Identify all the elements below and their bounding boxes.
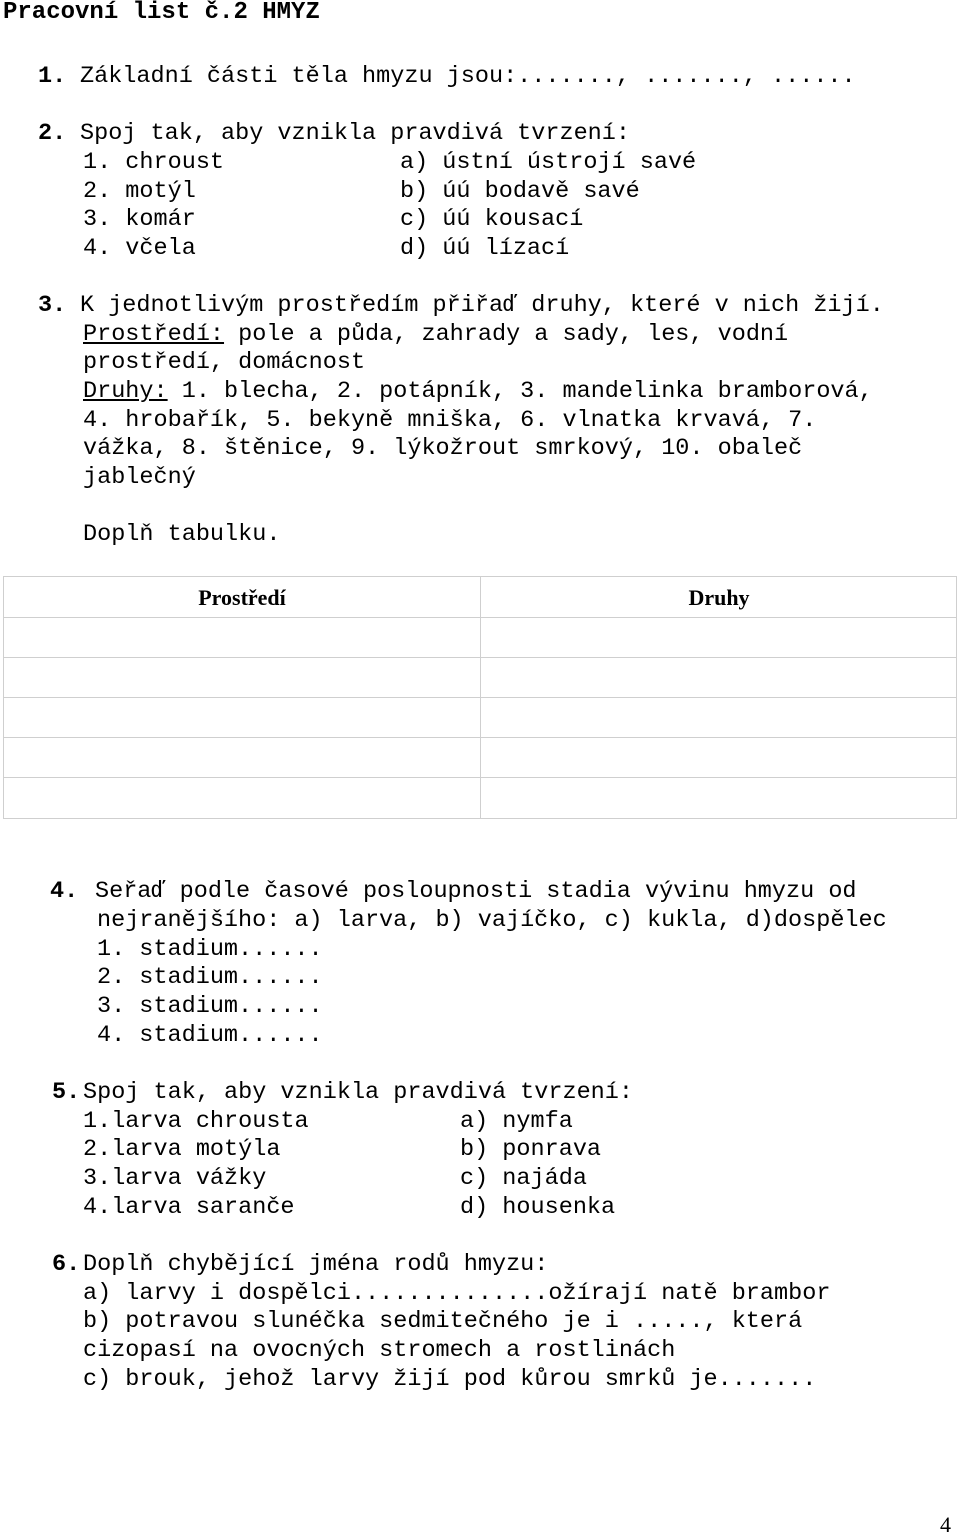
q5-text: Spoj tak, aby vznikla pravdivá tvrzení:: [83, 1079, 633, 1106]
q3-species-line: [83, 377, 873, 406]
q5-right-item: a) nymfa: [460, 1108, 573, 1135]
table-header-environment: Prostředí: [198, 585, 286, 610]
table-row-divider: [4, 657, 956, 658]
q2-left-item: 3. komár: [83, 206, 196, 233]
q3-environments-line: [83, 320, 788, 349]
q3-env-list-cont: prostředí, domácnost: [83, 349, 366, 376]
q2-right-item: d) úú lízací: [400, 235, 570, 262]
q2-right-item: b) úú bodavě savé: [400, 178, 640, 205]
q3-env-label: Prostředí:: [83, 321, 225, 348]
q6-line: cizopasí na ovocných stromech a rostlinách: [83, 1337, 676, 1364]
q3-species-list: 1. blecha, 2. potápník, 3. mandelinka bramborová,: [167, 378, 873, 405]
q1-text: Základní části těla hmyzu jsou:......., ......., ......: [80, 63, 856, 90]
q5-left-item: 1.larva chrousta: [83, 1108, 309, 1135]
q2-text: Spoj tak, aby vznikla pravdivá tvrzení:: [80, 120, 630, 147]
q2-right-item: a) ústní ústrojí savé: [400, 149, 697, 176]
q6-line: a) larvy i dospělci..............ožírají natě brambor: [83, 1280, 831, 1307]
q2-left-item: 4. včela: [83, 235, 196, 262]
q5-number: 5.: [52, 1079, 81, 1106]
q3-species-list-cont: vážka, 8. štěnice, 9. lýkožrout smrkový, 10. obaleč: [83, 435, 803, 462]
q4-stage: 1. stadium......: [97, 936, 323, 963]
page-number: 4: [940, 1512, 951, 1537]
q6-text: Doplň chybějící jména rodů hmyzu:: [83, 1251, 549, 1278]
q3-table-prompt: Doplň tabulku.: [83, 521, 281, 548]
q6-number: 6.: [52, 1251, 81, 1278]
q4-number: 4.: [50, 878, 79, 905]
q3-text: K jednotlivým prostředím přiřaď druhy, které v nich žijí.: [80, 292, 884, 319]
q5-left-item: 2.larva motýla: [83, 1136, 281, 1163]
q4-text-cont: nejranějšího: a) larva, b) vajíčko, c) kukla, d)dospělec: [97, 907, 887, 934]
q3-env-list: pole a půda, zahrady a sady, les, vodní: [224, 321, 789, 348]
q3-species-list-cont: jablečný: [83, 464, 196, 491]
q3-species-list-cont: 4. hrobařík, 5. bekyně mniška, 6. vlnatka krvavá, 7.: [83, 407, 817, 434]
table-row-divider: [4, 617, 956, 618]
q5-left-item: 4.larva saranče: [83, 1194, 295, 1221]
q2-number: 2.: [38, 120, 67, 147]
q1-number: 1.: [38, 63, 67, 90]
q5-left-item: 3.larva vážky: [83, 1165, 267, 1192]
q4-text: Seřaď podle časové posloupnosti stadia vývinu hmyzu od: [95, 878, 857, 905]
q5-right-item: d) housenka: [460, 1194, 616, 1221]
q4-stage: 3. stadium......: [97, 993, 323, 1020]
q4-stage: 4. stadium......: [97, 1022, 323, 1049]
q3-number: 3.: [38, 292, 67, 319]
page-title: Pracovní list č.2 HMYZ: [3, 0, 320, 26]
q5-right-item: b) ponrava: [460, 1136, 602, 1163]
q2-left-item: 1. chroust: [83, 149, 225, 176]
q6-line: b) potravou slunéčka sedmitečného je i ....., která: [83, 1308, 803, 1335]
table-header-species: Druhy: [688, 585, 750, 610]
q5-right-item: c) najáda: [460, 1165, 587, 1192]
table-row-divider: [4, 697, 956, 698]
q2-right-item: c) úú kousací: [400, 206, 584, 233]
q6-line: c) brouk, jehož larvy žijí pod kůrou smrků je.......: [83, 1366, 817, 1393]
environment-species-table: [3, 576, 957, 819]
q3-species-label: Druhy:: [83, 378, 168, 405]
table-row-divider: [4, 777, 956, 778]
q4-stage: 2. stadium......: [97, 964, 323, 991]
table-row-divider: [4, 737, 956, 738]
q2-left-item: 2. motýl: [83, 178, 196, 205]
